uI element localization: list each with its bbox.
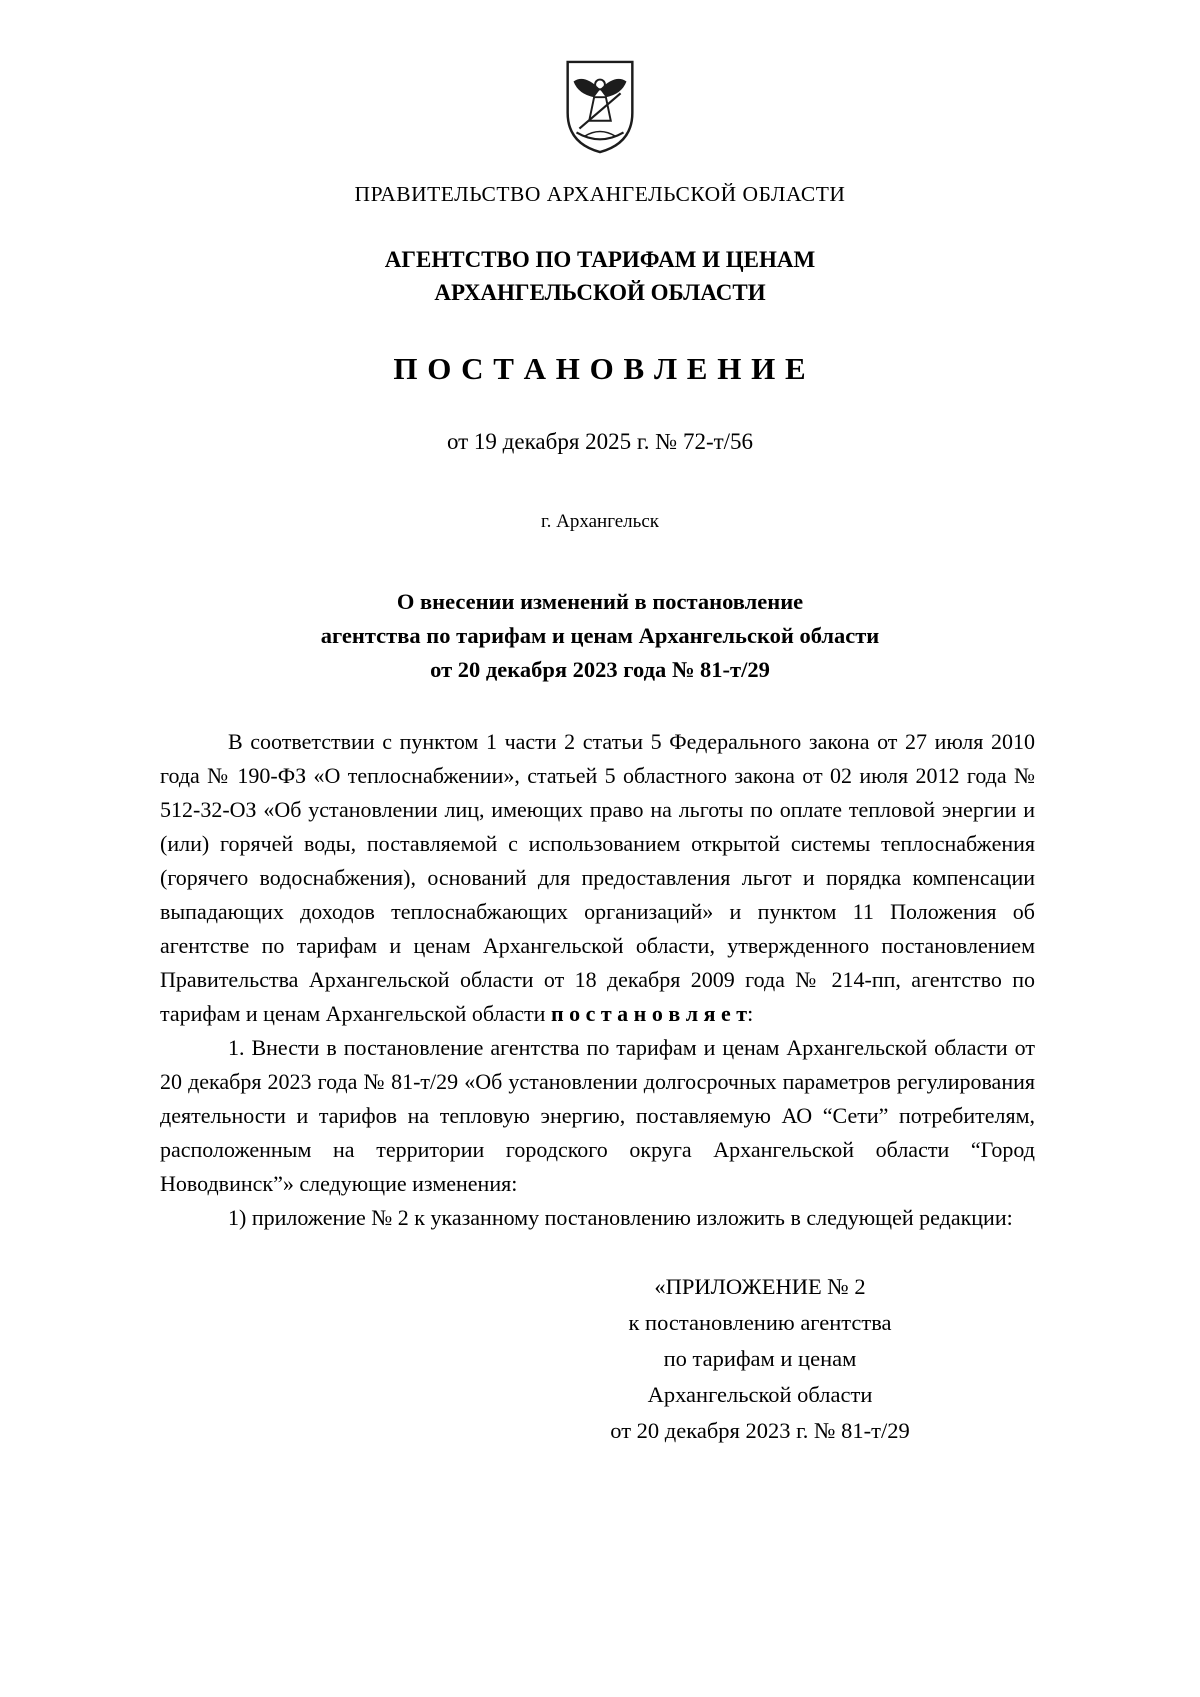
agency-name-line2: АРХАНГЕЛЬСКОЙ ОБЛАСТИ: [434, 280, 766, 305]
doc-type-heading: П О С Т А Н О В Л Е Н И Е: [393, 351, 807, 386]
government-name: ПРАВИТЕЛЬСТВО АРХАНГЕЛЬСКОЙ ОБЛАСТИ: [354, 182, 846, 206]
agency-name-line1: АГЕНТСТВО ПО ТАРИФАМ И ЦЕНАМ: [384, 247, 816, 272]
appendix-line-3: по тарифам и ценам: [663, 1346, 857, 1371]
body-paragraph-1-tail: :: [747, 1001, 754, 1026]
coat-of-arms-icon: [560, 58, 640, 156]
doc-subject-title: [0, 585, 1200, 687]
body-paragraph-1-text: В соответствии с пунктом 1 части 2 статьи 5 Федерального закона от 27 июля 2010 года № 190-ФЗ «О теплоснабжении», статьей 5 областного закона от 02 июля 2012 года № 512-32-ОЗ «Об установлении лиц, имеющих право на льготы по оплате тепловой энергии и (или) горячей воды, поставляемой с использованием открытой системы теплоснабжения (горячего водоснабжения), оснований для предоставления льгот и порядка компенсации выпадающих доходов теплоснабжающих организаций» и пунктом 11 Положения об агентстве по тарифам и ценам Архангельской области, утвержденного постановлением Правительства Архангельской области от 18 декабря 2009 года № 214-пп, агентство по тарифам и ценам Архангельской области: [160, 729, 1035, 1026]
city-line: г. Архангельск: [540, 511, 659, 532]
document-body: [0, 725, 1200, 1235]
body-paragraph-2: 1. Внести в постановление агентства по тарифам и ценам Архангельской области от 20 декабря 2023 года № 81-т/29 «Об установлении долгосрочных параметров регулирования деятельности и тарифов на тепловую энергию, поставляемую АО “Сети” потребителям, расположенным на территории городского округа Архангельской области “Город Новодвинск”» следующие изменения:: [160, 1035, 1035, 1196]
appendix-line-4: Архангельской области: [647, 1382, 873, 1407]
body-paragraph-3: 1) приложение № 2 к указанному постановлению изложить в следующей редакции:: [228, 1205, 1013, 1230]
coat-of-arms: [560, 58, 640, 156]
appendix-line-2: к постановлению агентства: [628, 1310, 892, 1335]
body-paragraph-1-bold-verb: п о с т а н о в л я е т: [550, 1001, 748, 1026]
appendix-line-1: «ПРИЛОЖЕНИЕ № 2: [654, 1274, 866, 1299]
doc-subject-line2: агентства по тарифам и ценам Архангельской области: [320, 623, 880, 648]
appendix-reference-block: [545, 1269, 975, 1449]
date-number-line: от 19 декабря 2025 г. № 72-т/56: [446, 429, 754, 454]
body-paragraph-1: [160, 725, 1035, 1031]
agency-name: [0, 243, 1200, 309]
appendix-line-5: от 20 декабря 2023 г. № 81-т/29: [610, 1418, 910, 1443]
doc-subject-line1: О внесении изменений в постановление: [396, 589, 804, 614]
doc-subject-line3: от 20 декабря 2023 года № 81-т/29: [430, 657, 770, 682]
